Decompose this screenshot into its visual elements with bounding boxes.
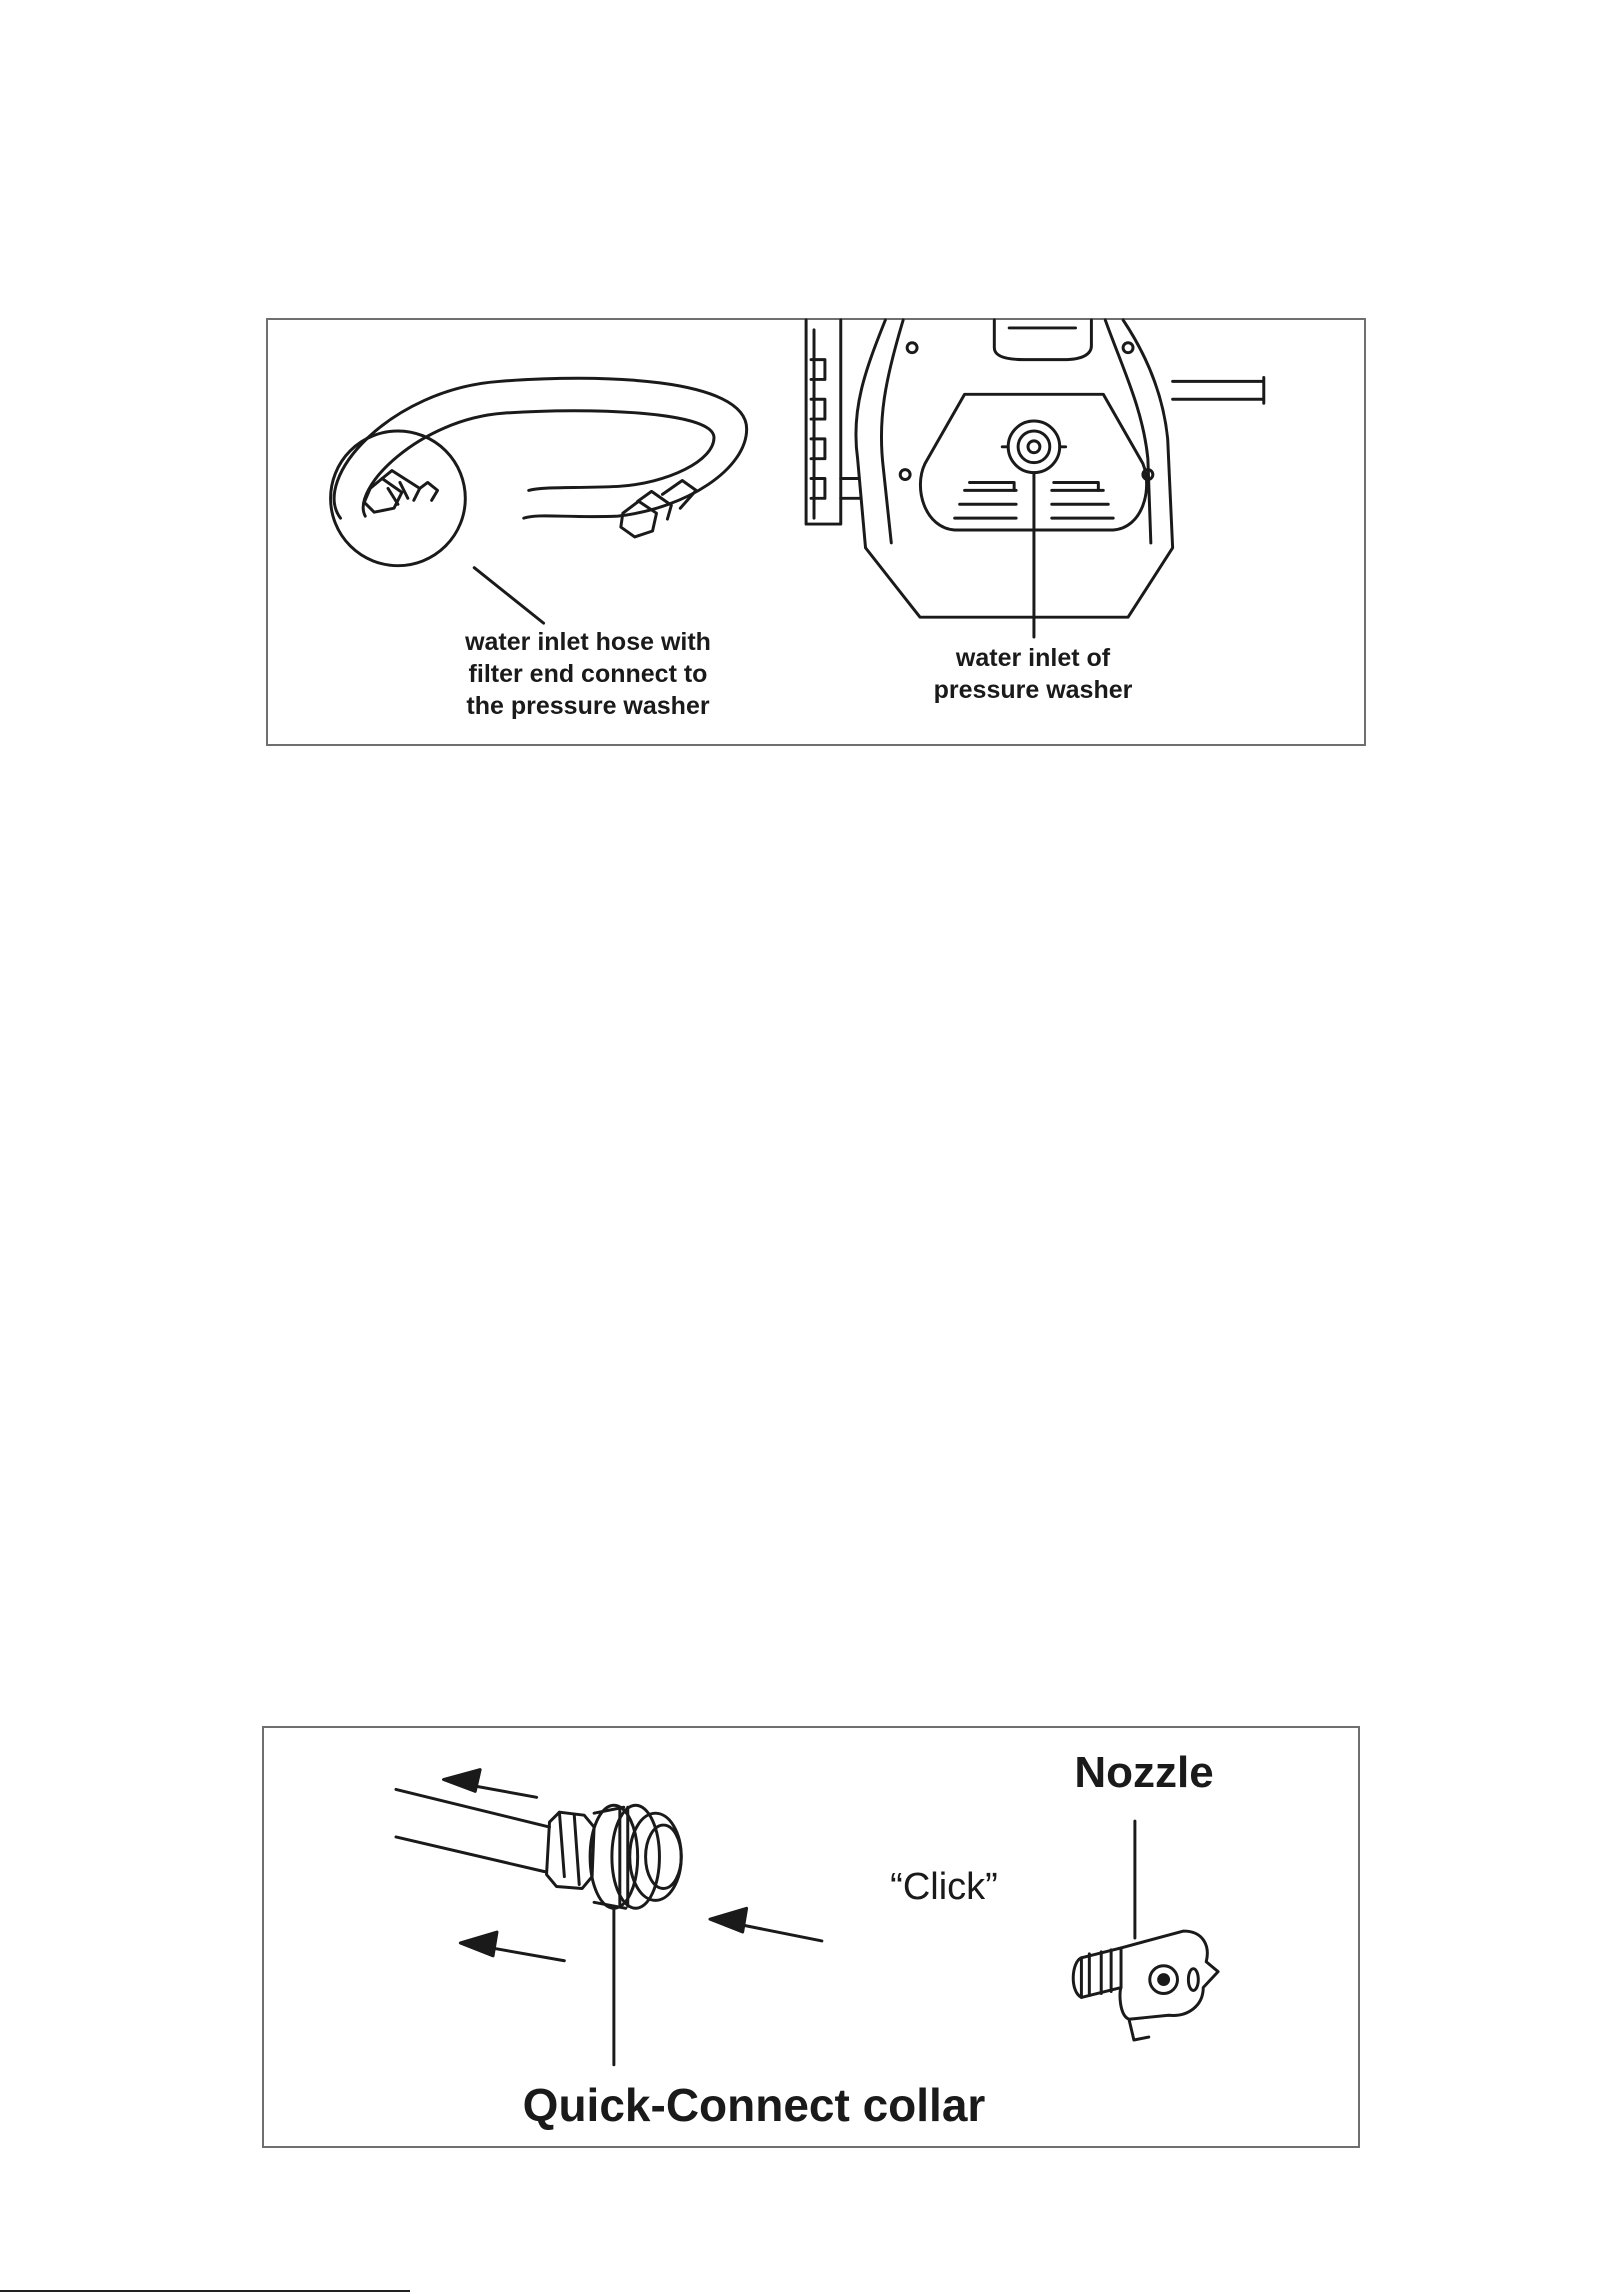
- wand-tube-drawing: [396, 1789, 681, 2064]
- figure-nozzle-quick-connect: [262, 1726, 1360, 2148]
- inlet-label-line-2: pressure washer: [933, 676, 1133, 704]
- hose-label-line-2: filter end connect to: [468, 660, 708, 688]
- quick-connect-collar-label: Quick-Connect collar: [522, 2079, 986, 2131]
- click-label: “Click”: [890, 1866, 998, 1908]
- hose-label: [418, 626, 758, 722]
- nozzle-label: Nozzle: [1074, 1748, 1214, 1797]
- inlet-label-line-1: water inlet of: [955, 644, 1111, 672]
- hose-label-line-1: water inlet hose with: [465, 628, 711, 656]
- nozzle-drawing: [1073, 1821, 1218, 2040]
- inlet-hose-drawing: [331, 378, 747, 623]
- pressure-washer-drawing: [806, 320, 1264, 637]
- footer-rule: [0, 2290, 410, 2292]
- push-arrows: [444, 1770, 822, 1961]
- inlet-label: [918, 642, 1148, 706]
- hose-label-line-3: the pressure washer: [466, 692, 710, 720]
- figure-water-inlet-connection: [266, 318, 1366, 746]
